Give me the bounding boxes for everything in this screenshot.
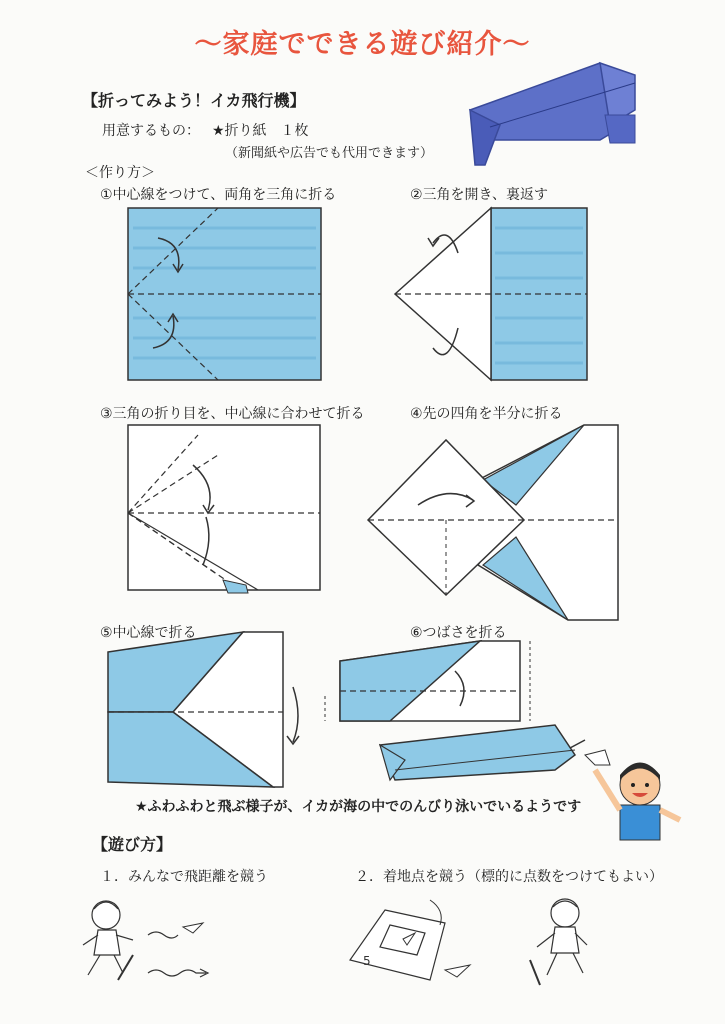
section-heading: 【折ってみよう！イカ飛行機】 [82, 91, 306, 110]
step-3-label: ③三角の折り目を、中心線に合わせて折る [100, 406, 365, 422]
child-illustration [580, 745, 690, 840]
step-5-label: ⑤中心線で折る [100, 625, 197, 641]
finished-plane-illustration [460, 55, 650, 175]
step-5-diagram [103, 632, 303, 792]
target-number: 5 [363, 954, 371, 968]
materials-item: ★折り紙 １枚 [212, 123, 309, 139]
page-title: ～家庭でできる遊び紹介～ [194, 29, 531, 60]
caption: ★ふわふわと飛ぶ様子が、イカが海の中でのんびり泳いでいるようです [135, 799, 582, 815]
step-2-label: ②三角を開き、裏返す [410, 187, 548, 203]
materials-label: 用意するもの： [102, 123, 200, 139]
play-2-child [525, 895, 605, 990]
step-6-plane [375, 720, 585, 785]
step-6-label: ⑥つばさを折る [410, 625, 507, 641]
step-3-diagram [128, 425, 323, 595]
step-6-diagram [320, 636, 540, 731]
step-1-label: ①中心線をつけて、両角を三角に折る [100, 187, 337, 203]
step-1-diagram [128, 208, 323, 383]
play-2-target [345, 895, 475, 990]
step-4-label: ④先の四角を半分に折る [410, 406, 563, 422]
how-to-make-heading: ＜作り方＞ [85, 165, 155, 181]
step-2-diagram [393, 208, 593, 383]
play-1-illustration [78, 895, 228, 990]
materials-note: （新聞紙や広告でも代用できます） [225, 146, 434, 161]
step-4-diagram [368, 425, 618, 625]
play-heading: 【遊び方】 [92, 835, 173, 854]
play-item-2: ２．着地点を競う（標的に点数をつけてもよい） [355, 869, 663, 885]
play-item-1: １．みんなで飛距離を競う [100, 869, 268, 885]
